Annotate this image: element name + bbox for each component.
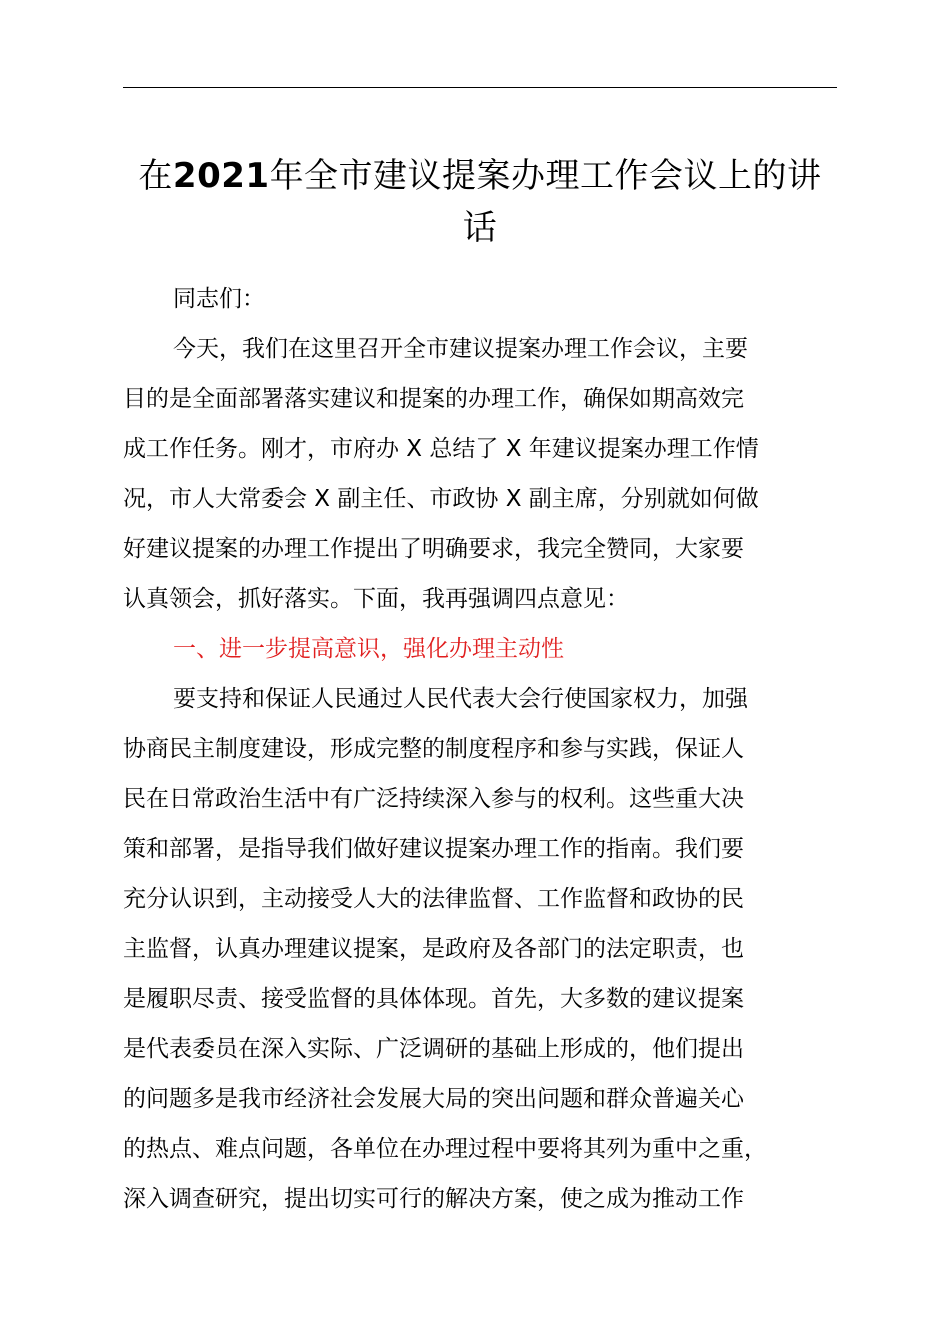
header-rule — [123, 87, 837, 88]
document-title — [123, 150, 837, 254]
title-line-2: 话 — [462, 208, 498, 248]
paragraph-line: 认真领会，抓好落实。下面，我再强调四点意见： — [123, 586, 629, 612]
section-heading: 一、进一步提高意识，强化办理主动性 — [173, 636, 564, 662]
paragraph-line: 目的是全面部署落实建议和提案的办理工作，确保如期高效完 — [123, 386, 744, 412]
paragraph-1 — [123, 324, 837, 624]
title-line-1 — [123, 150, 837, 202]
paragraph-line: 主监督，认真办理建议提案，是政府及各部门的法定职责，也 — [123, 936, 744, 962]
paragraph-line: 好建议提案的办理工作提出了明确要求，我完全赞同，大家要 — [123, 536, 744, 562]
paragraph-line: 是履职尽责、接受监督的具体体现。首先，大多数的建议提案 — [123, 986, 744, 1012]
document-body — [123, 274, 837, 1224]
paragraph-line: 是代表委员在深入实际、广泛调研的基础上形成的，他们提出 — [123, 1036, 744, 1062]
paragraph-line: 策和部署，是指导我们做好建议提案办理工作的指南。我们要 — [123, 836, 744, 862]
title-year: 2021 — [172, 156, 270, 196]
paragraph-line: 况，市人大常委会 X 副主任、市政协 X 副主席，分别就如何做 — [123, 486, 759, 512]
salutation: 同志们： — [173, 286, 265, 312]
paragraph-line: 深入调查研究，提出切实可行的解决方案，使之成为推动工作 — [123, 1186, 744, 1212]
paragraph-line: 的问题多是我市经济社会发展大局的突出问题和群众普遍关心 — [123, 1086, 744, 1112]
paragraph-2 — [123, 674, 837, 1224]
paragraph-line: 成工作任务。刚才，市府办 X 总结了 X 年建议提案办理工作情 — [123, 436, 759, 462]
paragraph-line: 要支持和保证人民通过人民代表大会行使国家权力，加强 — [173, 686, 748, 712]
paragraph-line: 充分认识到，主动接受人大的法律监督、工作监督和政协的民 — [123, 886, 744, 912]
title-prefix: 在 — [138, 156, 173, 196]
paragraph-line: 今天，我们在这里召开全市建议提案办理工作会议，主要 — [173, 336, 748, 362]
paragraph-line: 协商民主制度建设，形成完整的制度程序和参与实践，保证人 — [123, 736, 744, 762]
title-rest: 年全市建议提案办理工作会议上的讲 — [269, 156, 822, 196]
paragraph-line: 民在日常政治生活中有广泛持续深入参与的权利。这些重大决 — [123, 786, 744, 812]
paragraph-line: 的热点、难点问题，各单位在办理过程中要将其列为重中之重， — [123, 1136, 767, 1162]
